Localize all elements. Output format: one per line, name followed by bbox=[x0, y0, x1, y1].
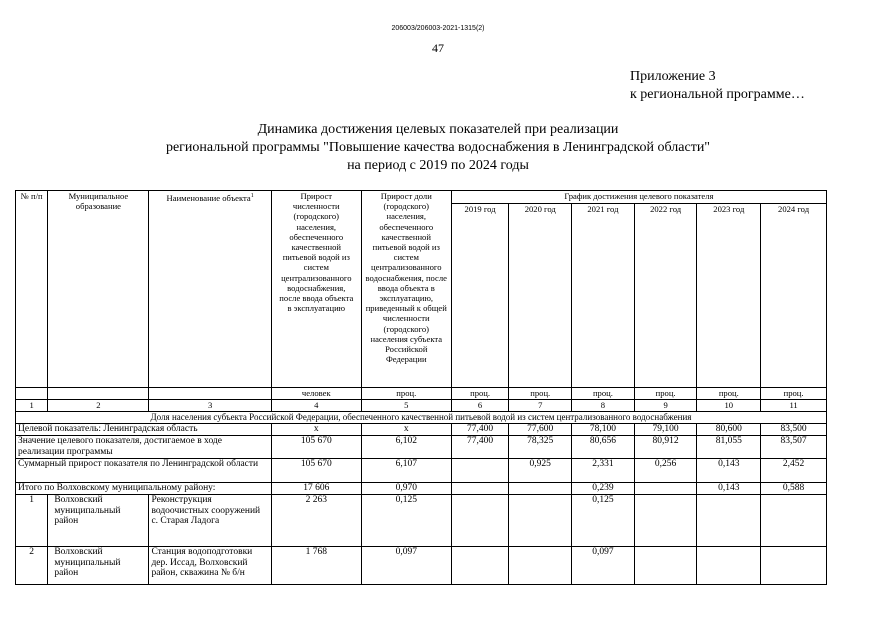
unit-year: проц. bbox=[634, 388, 697, 400]
row-year-value bbox=[761, 547, 827, 585]
summary-year-value bbox=[451, 483, 509, 495]
row-share: 0,097 bbox=[361, 547, 451, 585]
summary-year-value: 83,500 bbox=[761, 424, 827, 436]
header-schedule: График достижения целевого показателя bbox=[451, 191, 826, 204]
summary-label: Целевой показатель: Ленинградская область bbox=[16, 424, 272, 436]
section-title-row bbox=[16, 412, 827, 424]
column-numbers-row bbox=[16, 400, 827, 412]
summary-pop: 17 606 bbox=[271, 483, 361, 495]
col-number: 11 bbox=[761, 400, 827, 412]
summary-year-value: 0,256 bbox=[634, 459, 697, 483]
header-growth-share: Прирост доли (городского) населения, обеспеченного качественной питьевой водой из систем централизованного водоснабжения, после ввода объекта в эксплуатацию, приведенный к общей численности (городского) населения субъекта Российской Федерации bbox=[361, 191, 451, 388]
page-number: 47 bbox=[432, 41, 444, 55]
summary-year-value: 78,325 bbox=[509, 436, 572, 459]
summary-pop: 105 670 bbox=[271, 459, 361, 483]
summary-label: Итого по Волховскому муниципальному району: bbox=[16, 483, 272, 495]
summary-share: 6,102 bbox=[361, 436, 451, 459]
summary-pop: х bbox=[271, 424, 361, 436]
unit-year: проц. bbox=[761, 388, 827, 400]
unit-year: проц. bbox=[451, 388, 509, 400]
units-row bbox=[16, 388, 827, 400]
summary-share: 0,970 bbox=[361, 483, 451, 495]
document-id: 206003/206003-2021-1315(2) bbox=[391, 25, 485, 32]
col-number: 4 bbox=[271, 400, 361, 412]
header-year-2023: 2023 год bbox=[697, 204, 761, 388]
col-number: 3 bbox=[149, 400, 271, 412]
summary-year-value: 0,143 bbox=[697, 459, 761, 483]
row-year-value bbox=[451, 495, 509, 547]
summary-row bbox=[16, 459, 827, 483]
header-num: № п/п bbox=[16, 191, 48, 388]
indicator-table bbox=[15, 190, 827, 585]
row-year-value bbox=[761, 495, 827, 547]
title-line-2: региональной программы "Повышение качества водоснабжения в Ленинградской области" bbox=[165, 140, 711, 155]
summary-year-value: 80,656 bbox=[572, 436, 635, 459]
col-number: 1 bbox=[16, 400, 48, 412]
col-number: 2 bbox=[48, 400, 149, 412]
header-year-2019: 2019 год bbox=[451, 204, 509, 388]
unit-year: проц. bbox=[572, 388, 635, 400]
unit-share: проц. bbox=[361, 388, 451, 400]
units-empty bbox=[16, 388, 48, 400]
summary-year-value: 0,925 bbox=[509, 459, 572, 483]
summary-year-value bbox=[509, 483, 572, 495]
summary-year-value: 80,600 bbox=[697, 424, 761, 436]
row-municipality: Волховский муниципальный район bbox=[48, 547, 149, 585]
summary-share: 6,107 bbox=[361, 459, 451, 483]
col-number: 7 bbox=[509, 400, 572, 412]
appendix-line-1: Приложение 3 bbox=[630, 69, 716, 84]
summary-pop: 105 670 bbox=[271, 436, 361, 459]
summary-year-value: 0,143 bbox=[697, 483, 761, 495]
row-object: Станция водоподготовки дер. Иссад, Волховский район, скважина № б/н bbox=[149, 547, 271, 585]
summary-label: Значение целевого показателя, достигаемое в ходе реализации программы bbox=[16, 436, 272, 459]
header-object-footnote: 1 bbox=[250, 193, 254, 199]
row-year-value bbox=[634, 547, 697, 585]
summary-year-value: 81,055 bbox=[697, 436, 761, 459]
units-empty bbox=[48, 388, 149, 400]
row-num: 1 bbox=[16, 495, 48, 547]
row-year-value bbox=[634, 495, 697, 547]
header-object bbox=[149, 191, 271, 388]
summary-year-value: 83,507 bbox=[761, 436, 827, 459]
row-year-value: 0,125 bbox=[572, 495, 635, 547]
header-growth-pop: Прирост численности (городского) населения, обеспеченного качественной питьевой водой из систем централизованного водоснабжения, после ввода объекта в эксплуатацию bbox=[271, 191, 361, 388]
row-pop: 2 263 bbox=[271, 495, 361, 547]
summary-year-value: 0,588 bbox=[761, 483, 827, 495]
summary-year-value: 77,400 bbox=[451, 424, 509, 436]
row-year-value bbox=[509, 547, 572, 585]
unit-year: проц. bbox=[697, 388, 761, 400]
summary-year-value: 2,331 bbox=[572, 459, 635, 483]
table-row bbox=[16, 495, 827, 547]
header-object-text: Наименование объекта bbox=[166, 192, 251, 203]
col-number: 6 bbox=[451, 400, 509, 412]
row-pop: 1 768 bbox=[271, 547, 361, 585]
summary-row bbox=[16, 483, 827, 495]
unit-year: проц. bbox=[509, 388, 572, 400]
summary-year-value: 77,400 bbox=[451, 436, 509, 459]
summary-year-value: 77,600 bbox=[509, 424, 572, 436]
table-row bbox=[16, 547, 827, 585]
row-num: 2 bbox=[16, 547, 48, 585]
title-line-1: Динамика достижения целевых показателей при реализации bbox=[257, 122, 619, 137]
appendix-line-2: к региональной программе… bbox=[630, 87, 805, 102]
row-year-value bbox=[697, 547, 761, 585]
summary-year-value: 0,239 bbox=[572, 483, 635, 495]
summary-year-value: 78,100 bbox=[572, 424, 635, 436]
row-municipality: Волховский муниципальный район bbox=[48, 495, 149, 547]
appendix-note bbox=[630, 68, 805, 104]
summary-share: х bbox=[361, 424, 451, 436]
row-year-value: 0,097 bbox=[572, 547, 635, 585]
col-number: 5 bbox=[361, 400, 451, 412]
header-row bbox=[16, 191, 827, 204]
summary-year-value bbox=[634, 483, 697, 495]
col-number: 10 bbox=[697, 400, 761, 412]
document-title bbox=[0, 121, 876, 175]
summary-row bbox=[16, 436, 827, 459]
row-share: 0,125 bbox=[361, 495, 451, 547]
row-year-value bbox=[509, 495, 572, 547]
summary-year-value: 2,452 bbox=[761, 459, 827, 483]
header-year-2024: 2024 год bbox=[761, 204, 827, 388]
summary-row bbox=[16, 424, 827, 436]
units-empty bbox=[149, 388, 271, 400]
header-year-2021: 2021 год bbox=[572, 204, 635, 388]
header-year-2022: 2022 год bbox=[634, 204, 697, 388]
summary-year-value: 79,100 bbox=[634, 424, 697, 436]
row-object: Реконструкция водоочистных сооружений с. Старая Ладога bbox=[149, 495, 271, 547]
col-number: 8 bbox=[572, 400, 635, 412]
section-title: Доля населения субъекта Российской Федерации, обеспеченного качественной питьевой водой из систем централизованного водоснабжения bbox=[16, 412, 827, 424]
row-year-value bbox=[451, 547, 509, 585]
row-year-value bbox=[697, 495, 761, 547]
unit-pop: человек bbox=[271, 388, 361, 400]
header-year-2020: 2020 год bbox=[509, 204, 572, 388]
title-line-3: на период с 2019 по 2024 годы bbox=[347, 158, 529, 173]
summary-label: Суммарный прирост показателя по Ленинградской области bbox=[16, 459, 272, 483]
header-municipality: Муниципальное образование bbox=[48, 191, 149, 388]
summary-year-value: 80,912 bbox=[634, 436, 697, 459]
summary-year-value bbox=[451, 459, 509, 483]
col-number: 9 bbox=[634, 400, 697, 412]
